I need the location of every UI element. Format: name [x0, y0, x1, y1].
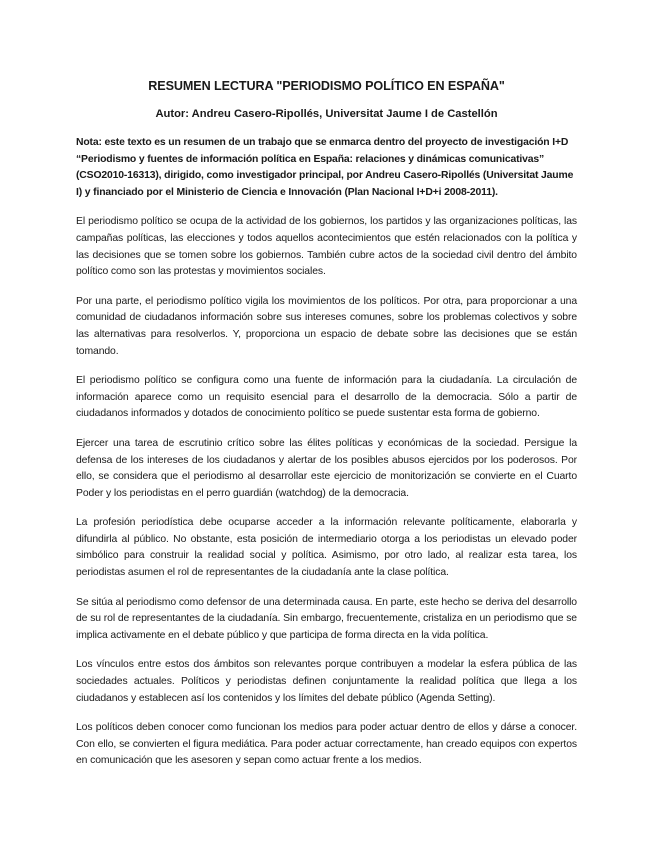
- document-title: RESUMEN LECTURA "PERIODISMO POLÍTICO EN ESPAÑA": [148, 79, 505, 93]
- paragraph-6: Se sitúa al periodismo como defensor de una determinada causa. En parte, este hecho se deriva del desarrollo de su rol de representantes de la ciudadanía. Sin embargo, frecuentemente, cristaliza en un periodismo que se implica activamente en el debate público y que participa de forma directa en la vida política.: [76, 596, 577, 641]
- paragraph-2: Por una parte, el periodismo político vigila los movimientos de los políticos. Por otra, para proporcionar a una comunidad de ciudadanos información sobre sus intereses comunes, sobre los problemas colectivos y sobre las alternativas para resolverlos. Y, proporciona un espacio de debate sobre las decisiones que se están tomando.: [76, 295, 577, 357]
- paragraph-8: Los políticos deben conocer como funcionan los medios para poder actuar dentro de ellos y dárse a conocer. Con ello, se convierten el figura mediática. Para poder actuar correctamente, han creado equipos con expertos en comunicación que les asesoren y sepan como actuar frente a los medios.: [76, 722, 577, 767]
- document-author: Autor: Andreu Casero-Ripollés, Universitat Jaume I de Castellón: [155, 108, 498, 120]
- paragraph-5: La profesión periodística debe ocuparse acceder a la información relevante políticamente, elaborarla y difundirla al público. No obstante, esta posición de intermediario otorga a los periodistas un elevado poder simbólico para construir la realidad social y política. Asimismo, por otro lado, al realizar esta tarea, los periodistas asumen el rol de representantes de la ciudadanía ante la clase política.: [76, 517, 577, 579]
- paragraph-4: Ejercer una tarea de escrutinio crítico sobre las élites políticas y económicas de la sociedad. Persigue la defensa de los intereses de los ciudadanos y alertar de los posibles abusos ejercidos por los poderosos. Por ello, se considera que el periodismo al desarrollar este ejercicio de monitorización se convierte en el Cuarto Poder y los periodistas en el perro guardián (watchdog) de la democracia.: [76, 437, 577, 499]
- paragraph-3: El periodismo político se configura como una fuente de información para la ciudadanía. La circulación de información aparece como un requisito esencial para el desarrollo de la democracia. Sólo a partir de ciudadanos informados y dotados de conocimiento político se puede sustentar esta forma de gobierno.: [76, 375, 577, 420]
- paragraph-7: Los vínculos entre estos dos ámbitos son relevantes porque contribuyen a modelar la esfera pública de las sociedades actuales. Políticos y periodistas definen conjuntamente la realidad política que llega a los ciudadanos y establecen así los contenidos y los límites del debate público (Agenda Setting).: [76, 659, 577, 704]
- research-note: Nota: este texto es un resumen de un trabajo que se enmarca dentro del proyecto de investigación I+D “Periodismo y fuentes de información política en España: relaciones y dinámicas comunicativas” (CSO2010-16313), dirigido, como investigador principal, por Andreu Casero-Ripollés (Universitat Jaume I) y financiado por el Ministerio de Ciencia e Innovación (Plan Nacional I+D+i 2008-2011).: [76, 137, 574, 198]
- paragraph-1: El periodismo político se ocupa de la actividad de los gobiernos, los partidos y las organizaciones políticas, las campañas políticas, las elecciones y todos aquellos acontecimientos que estén relacionados con la política y las decisiones que se tomen sobre los gobiernos. También cubre actos de la sociedad civil dentro del ámbito político como son las protestas y movimientos sociales.: [76, 216, 577, 278]
